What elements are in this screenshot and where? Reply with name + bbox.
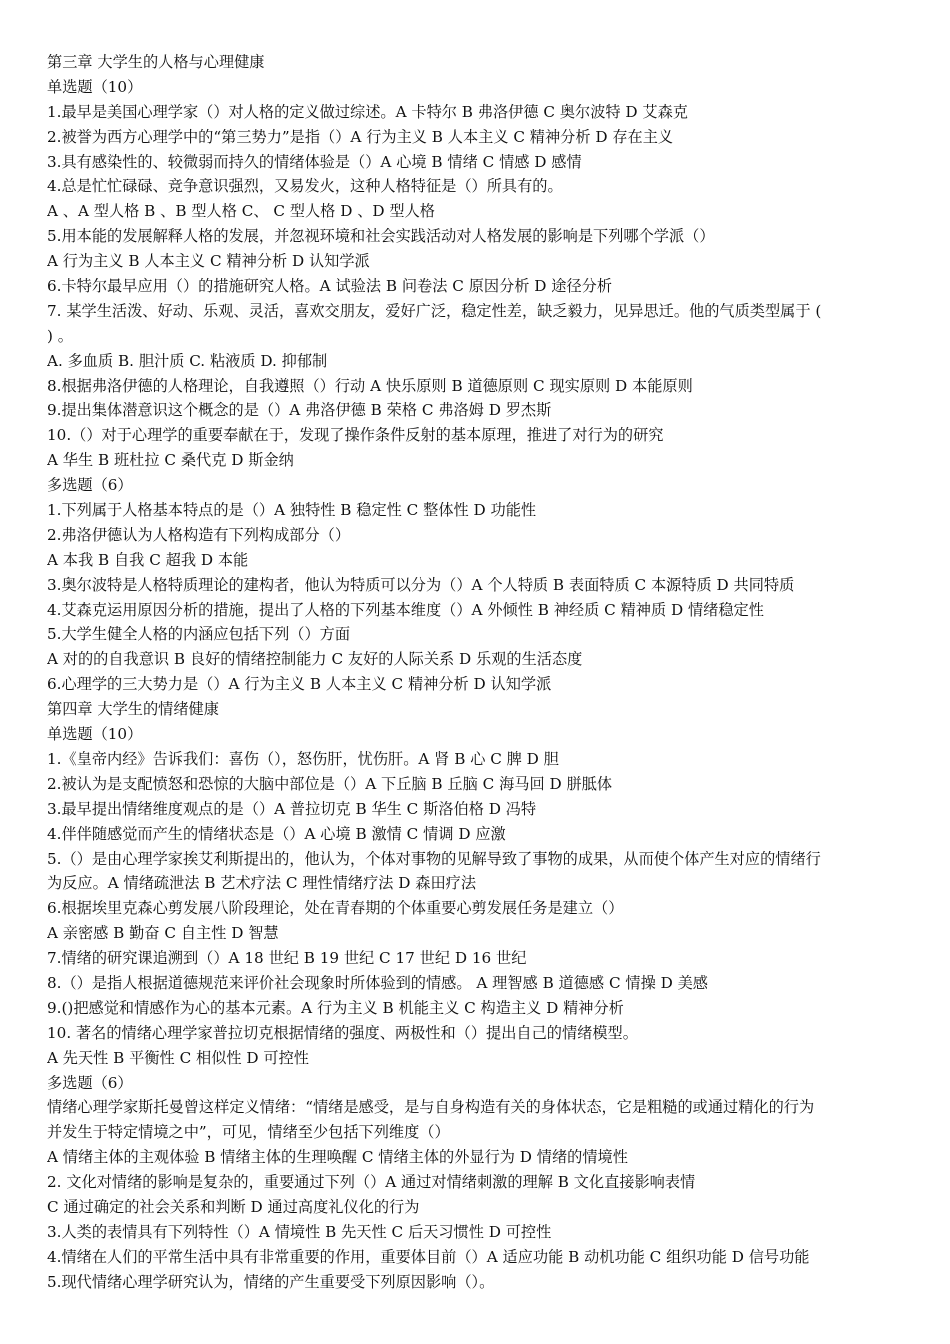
options-line: A 、A 型人格 B 、B 型人格 C、 C 型人格 D 、D 型人格 <box>47 202 435 221</box>
question-line: 4.情绪在人们的平常生活中具有非常重要的作用，重要体目前（）A 适应功能 B 动机功能 C 组织功能 D 信号功能 <box>47 1247 810 1266</box>
question-line: 2.弗洛伊德认为人格构造有下列构成部分（） <box>47 525 351 544</box>
options-line: A 本我 B 自我 C 超我 D 本能 <box>47 550 249 569</box>
question-line: ) 。 <box>47 326 73 345</box>
question-line: 3.最早提出情绪维度观点的是（）A 普拉切克 B 华生 C 斯洛伯格 D 冯特 <box>47 799 537 818</box>
question-line: 10. 著名的情绪心理学家普拉切克根据情绪的强度、两极性和（）提出自己的情绪模型。 <box>47 1023 638 1042</box>
question-line: 情绪心理学家斯托曼曾这样定义情绪：“情绪是感受，是与自身构造有关的身体状态，它是粗糙的或通过精化的行为 <box>47 1098 815 1117</box>
options-line: A 行为主义 B 人本主义 C 精神分析 D 认知学派 <box>47 252 370 271</box>
question-line: 5.（）是由心理学家挨艾利斯提出的，他认为，个体对事物的见解导致了事物的成果，从而使个体产生对应的情绪行 <box>47 849 821 868</box>
question-line: 3.奥尔波特是人格特质理论的建构者，他认为特质可以分为（）A 个人特质 B 表面特质 C 本源特质 D 共同特质 <box>47 575 795 594</box>
question-line: 7.情绪的研究课追溯到（）A 18 世纪 B 19 世纪 C 17 世纪 D 16 世纪 <box>47 949 527 968</box>
section-heading: 多选题（6） <box>47 476 133 495</box>
chapter-3-title: 第三章 大学生的人格与心理健康 <box>47 53 265 71</box>
question-line: 并发生于特定情境之中”，可见，情绪至少包括下列维度（） <box>47 1123 450 1142</box>
document-page <box>47 50 909 1295</box>
question-line: 1.最早是美国心理学家（）对人格的定义做过综述。A 卡特尔 B 弗洛伊德 C 奥尔波特 D 艾森克 <box>47 102 688 121</box>
options-line: A 先天性 B 平衡性 C 相似性 D 可控性 <box>47 1048 309 1067</box>
question-line: 7. 某学生活泼、好动、乐观、灵活，喜欢交朋友，爱好广泛，稳定性差，缺乏毅力，见异思迁。他的气质类型属于 ( <box>47 301 822 320</box>
section-heading: 单选题（10） <box>47 77 143 96</box>
question-line: 8.（）是指人根据道德规范来评价社会现象时所体验到的情感。 A 理智感 B 道德感 C 情操 D 美感 <box>47 973 708 992</box>
question-line: 9.提出集体潜意识这个概念的是（）A 弗洛伊德 B 荣格 C 弗洛姆 D 罗杰斯 <box>47 401 552 420</box>
question-line: 3.具有感染性的、较微弱而持久的情绪体验是（）A 心境 B 情绪 C 情感 D 感情 <box>47 152 582 171</box>
options-line: A 对的的自我意识 B 良好的情绪控制能力 C 友好的人际关系 D 乐观的生活态度 <box>47 650 583 669</box>
question-line: 4.总是忙忙碌碌、竞争意识强烈，又易发火，这种人格特征是（）所具有的。 <box>47 177 563 196</box>
question-line: 2. 文化对情绪的影响是复杂的，重要通过下列（）A 通过对情绪刺激的理解 B 文化直接影响表情 <box>47 1173 696 1192</box>
section-heading: 单选题（10） <box>47 725 143 744</box>
question-line: 4.艾森克运用原因分析的措施，提出了人格的下列基本维度（）A 外倾性 B 神经质 C 精神质 D 情绪稳定性 <box>47 600 764 619</box>
question-line: 2.被认为是支配愤怒和恐惊的大脑中部位是（）A 下丘脑 B 丘脑 C 海马回 D 胼胝体 <box>47 774 613 793</box>
options-line: A 华生 B 班杜拉 C 桑代克 D 斯金纳 <box>47 451 294 470</box>
question-line: 5.大学生健全人格的内涵应包括下列（）方面 <box>47 625 351 644</box>
question-line: 5.用本能的发展解释人格的发展，并忽视环境和社会实践活动对人格发展的影响是下列哪个学派（） <box>47 227 715 246</box>
options-line: A 情绪主体的主观体验 B 情绪主体的生理唤醒 C 情绪主体的外显行为 D 情绪的情境性 <box>47 1148 628 1167</box>
question-line: 8.根据弗洛伊德的人格理论，自我遵照（）行动 A 快乐原则 B 道德原则 C 现实原则 D 本能原则 <box>47 376 693 395</box>
question-line: 3.人类的表情具有下列特性（）A 情境性 B 先天性 C 后天习惯性 D 可控性 <box>47 1222 552 1241</box>
question-line: 6.心理学的三大势力是（）A 行为主义 B 人本主义 C 精神分析 D 认知学派 <box>47 675 552 694</box>
question-line: 6.卡特尔最早应用（）的措施研究人格。A 试验法 B 问卷法 C 原因分析 D 途径分析 <box>47 277 613 296</box>
section-heading: 多选题（6） <box>47 1073 133 1092</box>
question-line: 4.伴伴随感觉而产生的情绪状态是（）A 心境 B 激情 C 情调 D 应激 <box>47 824 506 843</box>
chapter-4-title: 第四章 大学生的情绪健康 <box>47 700 219 719</box>
question-line: 为反应。A 情绪疏泄法 B 艺术疗法 C 理性情绪疗法 D 森田疗法 <box>47 874 477 893</box>
question-line: 2.被誉为西方心理学中的“第三势力”是指（）A 行为主义 B 人本主义 C 精神分析 D 存在主义 <box>47 127 674 146</box>
options-line: A 亲密感 B 勤奋 C 自主性 D 智慧 <box>47 924 279 943</box>
question-line: 6.根据埃里克森心剪发展八阶段理论，处在青春期的个体重要心剪发展任务是建立（） <box>47 899 624 918</box>
options-line: A. 多血质 B. 胆汁质 C. 粘液质 D. 抑郁制 <box>47 351 328 370</box>
options-line: C 通过确定的社会关系和判断 D 通过高度礼仪化的行为 <box>47 1197 420 1216</box>
question-line: 1.《皇帝内经》告诉我们：喜伤（），怒伤肝，忧伤肝。A 肾 B 心 C 脾 D 胆 <box>47 749 559 768</box>
question-line: 9.()把感觉和情感作为心的基本元素。A 行为主义 B 机能主义 C 构造主义 D 精神分析 <box>47 998 624 1017</box>
question-line: 10.（）对于心理学的重要奉献在于，发现了操作条件反射的基本原理，推进了对行为的研究 <box>47 426 664 445</box>
question-line: 5.现代情绪心理学研究认为，情绪的产生重要受下列原因影响（）。 <box>47 1272 495 1291</box>
question-line: 1.下列属于人格基本特点的是（）A 独特性 B 稳定性 C 整体性 D 功能性 <box>47 501 537 520</box>
